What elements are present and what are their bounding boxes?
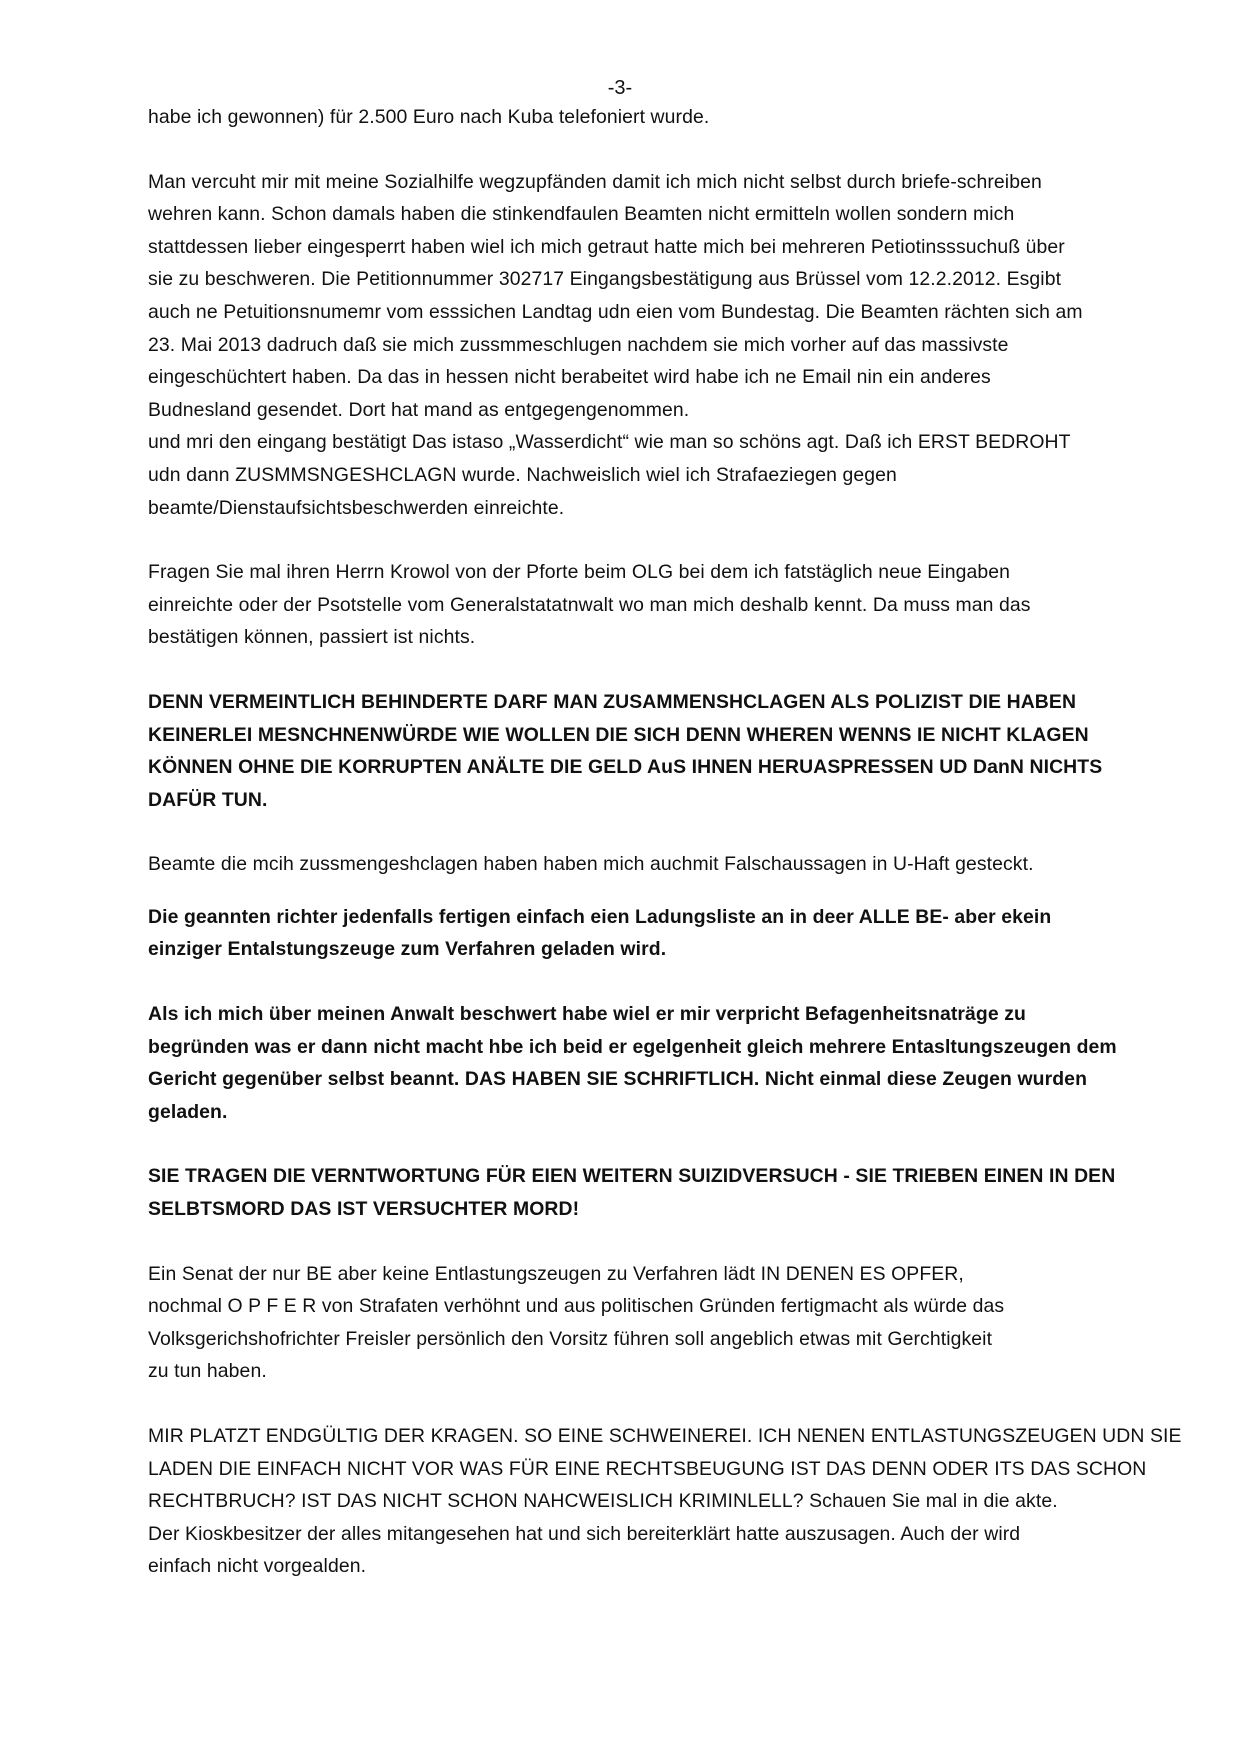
text-line: KEINERLEI MESNCHNENWÜRDE WIE WOLLEN DIE SICH DENN WHEREN WENNS IE NICHT KLAGEN (148, 723, 1089, 746)
text-line: bestätigen können, passiert ist nichts. (148, 626, 476, 649)
text-line: eingeschüchtert haben. Da das in hessen nicht berabeitet wird habe ich ne Email nin ein anderes (148, 366, 991, 389)
text-line: wehren kann. Schon damals haben die stinkendfaulen Beamten nicht ermitteln wollen sondern mich (148, 203, 1015, 226)
text-line: Der Kioskbesitzer der alles mitangesehen hat und sich bereiterklärt hatte auszusagen. Auch der wird (148, 1522, 1021, 1545)
text-line: stattdessen lieber eingesperrt haben wiel ich mich getraut hatte mich bei mehreren Petiotinsssuchuß über (148, 235, 1065, 258)
paragraph (148, 556, 1148, 654)
paragraph (148, 101, 1148, 134)
text-line: Beamte die mcih zussmengeshclagen haben haben mich auchmit Falschaussagen in U-Haft gesteckt. (148, 853, 1034, 876)
text-line: und mri den eingang bestätigt Das istaso „Wasserdicht“ wie man so schöns agt. Daß ich ERST BEDROHT (148, 431, 1071, 454)
text-line: Als ich mich über meinen Anwalt beschwert habe wiel er mir verpricht Befagenheitsnaträge zu (148, 1003, 1026, 1026)
text-line: nochmal O P F E R von Strafaten verhöhnt und aus politischen Gründen fertigmacht als würde das (148, 1295, 1005, 1318)
paragraph-bold (148, 998, 1148, 1128)
text-line: 23. Mai 2013 dadruch daß sie mich zussmmeschlugen nachdem sie mich vorher auf das massivste (148, 333, 1009, 356)
text-line: einreichte oder der Psotstelle vom Generalstatatnwalt wo man mich deshalb kennt. Da muss man das (148, 593, 1031, 616)
text-line: Man vercuht mir mit meine Sozialhilfe wegzupfänden damit ich mich nicht selbst durch briefe-schreiben (148, 170, 1042, 193)
text-line: einfach nicht vorgealden. (148, 1555, 367, 1578)
text-line: SELBTSMORD DAS IST VERSUCHTER MORD! (148, 1198, 580, 1221)
text-line: MIR PLATZT ENDGÜLTIG DER KRAGEN. SO EINE SCHWEINEREI. ICH NENEN ENTLASTUNGSZEUGEN UDN SIE (148, 1425, 1182, 1447)
text-line: Fragen Sie mal ihren Herrn Krowol von der Pforte beim OLG bei dem ich fatstäglich neue Eingaben (148, 561, 1011, 584)
text-line: habe ich gewonnen) für 2.500 Euro nach Kuba telefoniert wurde. (148, 106, 710, 128)
paragraph-bold (148, 901, 1148, 966)
paragraph (148, 166, 1148, 525)
text-line: Die geannten richter jedenfalls fertigen einfach eien Ladungsliste an in deer ALLE BE- aber ekein (148, 905, 1052, 928)
text-line: sie zu beschweren. Die Petitionnummer 302717 Eingangsbestätigung aus Brüssel vom 12.2.2012. Esgibt (148, 268, 1062, 291)
text-line: SIE TRAGEN DIE VERNTWORTUNG FÜR EIEN WEITERN SUIZIDVERSUCH - SIE TRIEBEN EINEN IN DEN (148, 1165, 1116, 1188)
text-line: auch ne Petuitionsnumemr vom esssichen Landtag udn eien vom Bundestag. Die Beamten rächten sich am (148, 300, 1083, 323)
text-line: udn dann ZUSMMSNGESHCLAGN wurde. Nachweislich wiel ich Strafaeziegen gegen (148, 463, 897, 486)
text-line: Budnesland gesendet. Dort hat mand as entgegengenommen. (148, 398, 690, 421)
paragraph (148, 1420, 1182, 1583)
text-line: KÖNNEN OHNE DIE KORRUPTEN ANÄLTE DIE GELD AuS IHNEN HERUASPRESSEN UD DanN NICHTS (148, 756, 1103, 779)
text-line: LADEN DIE EINFACH NICHT VOR WAS FÜR EINE RECHTSBEUGUNG IST DAS DENN ODER ITS DAS SCHON (148, 1457, 1147, 1480)
paragraph (148, 848, 1148, 881)
text-line: zu tun haben. (148, 1360, 267, 1383)
document-body (148, 101, 1182, 1583)
paragraph (148, 1258, 1148, 1388)
text-line: begründen was er dann nicht macht hbe ich beid er egelgenheit gleich mehrere Entasltungszeugen dem (148, 1035, 1117, 1058)
text-line: beamte/Dienstaufsichtsbeschwerden einreichte. (148, 496, 565, 519)
page-number: -3- (607, 77, 633, 99)
text-line: Ein Senat der nur BE aber keine Entlastungszeugen zu Verfahren lädt IN DENEN ES OPFER, (148, 1262, 964, 1285)
text-line: DENN VERMEINTLICH BEHINDERTE DARF MAN ZUSAMMENSHCLAGEN ALS POLIZIST DIE HABEN (148, 690, 1077, 713)
paragraph-bold (148, 1160, 1148, 1225)
text-line: DAFÜR TUN. (148, 788, 268, 811)
text-line: geladen. (148, 1100, 228, 1123)
text-line: einziger Entalstungszeuge zum Verfahren geladen wird. (148, 938, 667, 961)
paragraph-bold (148, 686, 1148, 816)
text-line: Gericht gegenüber selbst beannt. DAS HABEN SIE SCHRIFTLICH. Nicht einmal diese Zeugen wurden (148, 1068, 1088, 1091)
text-line: Volksgerichshofrichter Freisler persönlich den Vorsitz führen soll angeblich etwas mit Gerchtigkeit (148, 1327, 993, 1350)
text-line: RECHTBRUCH? IST DAS NICHT SCHON NAHCWEISLICH KRIMINLELL? Schauen Sie mal in die akte. (148, 1490, 1058, 1513)
